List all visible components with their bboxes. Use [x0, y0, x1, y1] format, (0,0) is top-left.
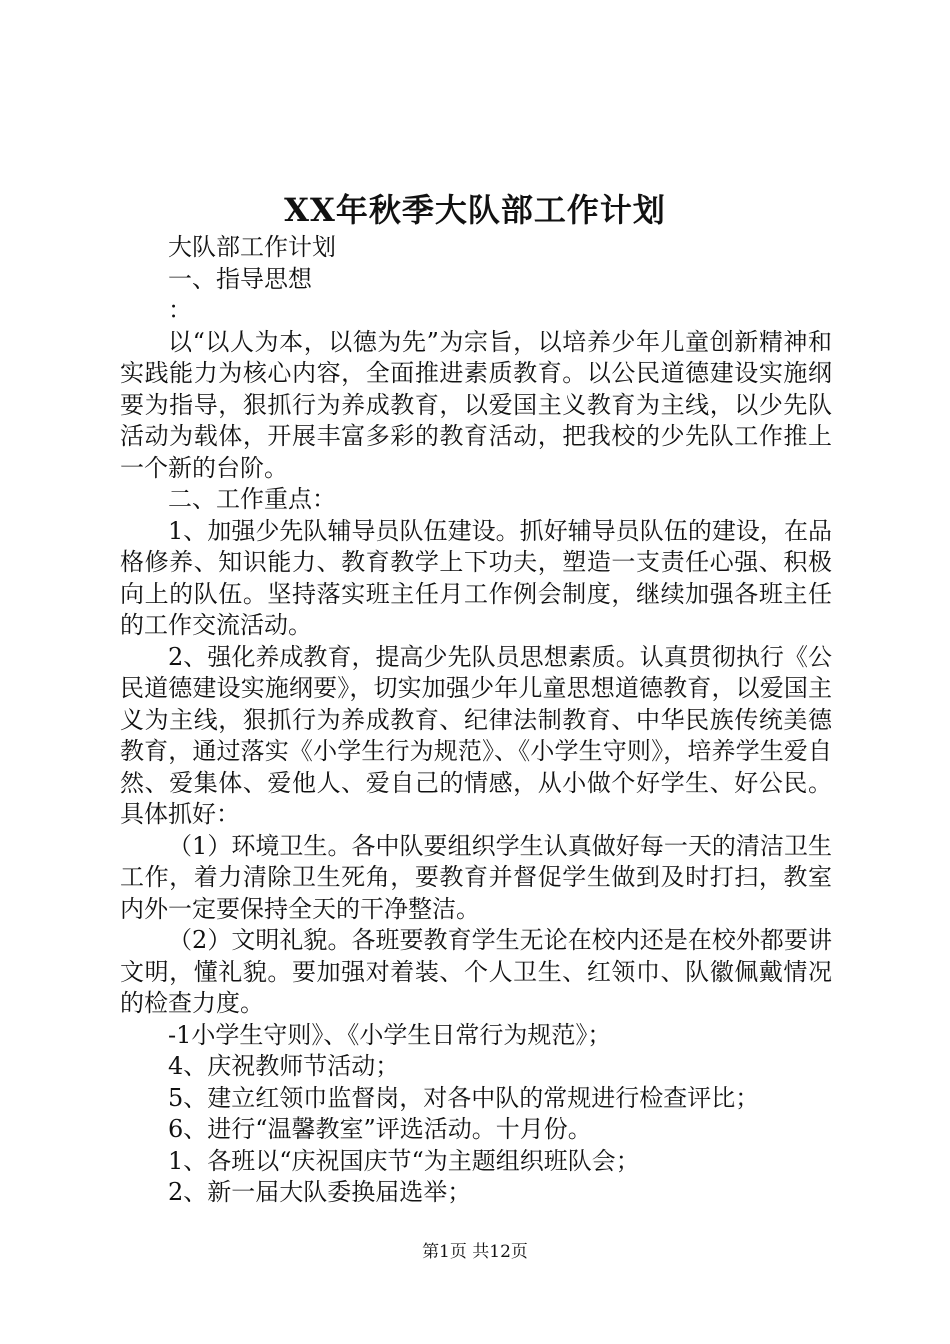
paragraph: 2、新一届大队委换届选举；	[168, 1178, 472, 1206]
paragraph: 4、庆祝教师节活动；	[168, 1052, 400, 1080]
paragraph: 5、建立红领巾监督岗，对各中队的常规进行检查评比；	[168, 1083, 760, 1112]
paragraph: 2、强化养成教育，提高少先队员思想素质。认真贯彻执行《公民道德建设实施纲要》，切实加强少年儿童思想道德教育，以爱国主义为主线，狠抓行为养成教育、纪律法制教育、中华民族传统美德教育，通过落实《小学生行为规范》、《小学生守则》，培养学生爱自然、爱集体、爱他人、爱自己的情感，从小做个好学生、好公民。具体抓好：	[120, 642, 832, 828]
paragraph: 1、加强少先队辅导员队伍建设。抓好辅导员队伍的建设，在品格修养、知识能力、教育教学上下功夫，塑造一支责任心强、积极向上的队伍。坚持落实班主任月工作例会制度，继续加强各班主任的工作交流活动。	[120, 516, 832, 639]
paragraph: （2）文明礼貌。各班要教育学生无论在校内还是在校外都要讲文明，懂礼貌。要加强对着装、个人卫生、红领巾、队徽佩戴情况的检查力度。	[120, 926, 832, 1017]
paragraph: 一、指导思想	[168, 264, 312, 293]
page-footer: 第1页 共12页	[422, 1242, 528, 1262]
document-title: XX年秋季大队部工作计划	[284, 191, 666, 229]
paragraph: 以“以人为本，以德为先”为宗旨，以培养少年儿童创新精神和实践能力为核心内容，全面推进素质教育。以公民道德建设实施纲要为指导，狠抓行为养成教育，以爱国主义教育为主线，以少先队活动为载体，开展丰富多彩的教育活动，把我校的少先队工作推上一个新的台阶。	[120, 327, 832, 482]
paragraph: 大队部工作计划	[168, 233, 336, 261]
paragraph: 二、工作重点：	[168, 485, 336, 513]
document-body	[120, 232, 832, 1209]
paragraph: 1、各班以“庆祝国庆节“为主题组织班队会；	[168, 1146, 640, 1175]
paragraph: -1小学生守则》、《小学生日常行为规范》；	[168, 1020, 612, 1049]
paragraph: （1）环境卫生。各中队要组织学生认真做好每一天的清洁卫生工作，着力清除卫生死角，要教育并督促学生做到及时打扫，教室内外一定要保持全天的干净整洁。	[120, 831, 832, 923]
paragraph: ：	[168, 296, 192, 324]
paragraph: 6、进行“温馨教室”评选活动。十月份。	[168, 1115, 592, 1143]
